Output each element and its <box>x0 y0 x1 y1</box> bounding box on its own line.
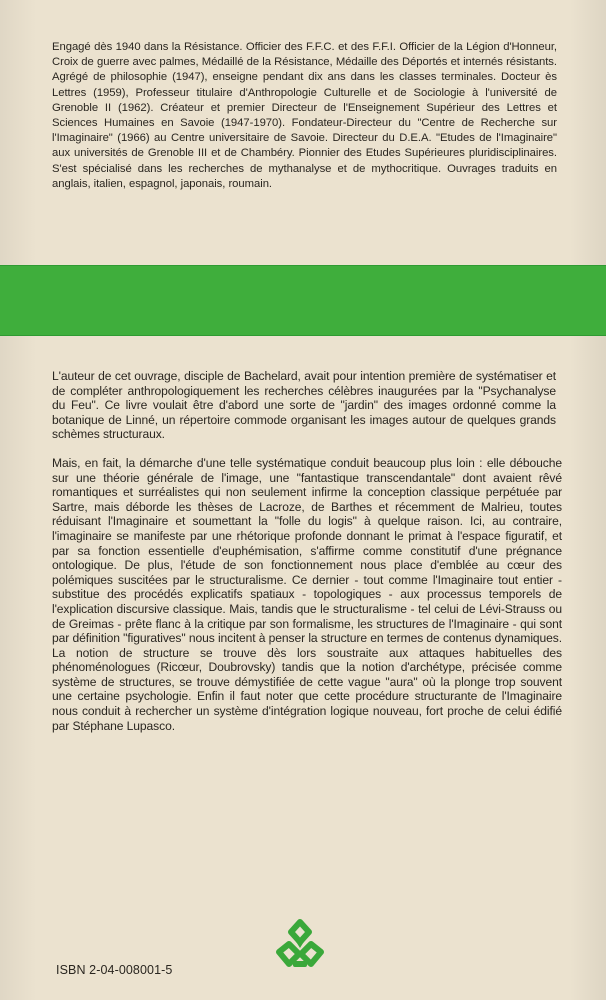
isbn-number: ISBN 2-04-008001-5 <box>56 963 173 977</box>
green-band <box>0 265 606 336</box>
summary-paragraph-2: Mais, en fait, la démarche d'une telle systématique conduit beaucoup plus loin : elle débouche sur une théorie générale de l'image, une "fantastique transcendantale" dont avaient rêvé romantiques et surréalistes qui non seulement infirme la conception classique perpétuée par Sartre, mais déborde les thèses de Lacroze, de Barthes et récemment de Malrieu, toutes réduisant l'Imaginaire et soumettant la "folle du logis" à quelque raison. Ici, au contraire, l'imaginaire se manifeste par une rhétorique profonde donnant le primat à l'espace figuratif, et par sa fonction essentielle d'euphémisation, s'affirme comme constitutif d'une prégnance ontologique. De plus, l'étude de son fonctionnement nous place d'emblée au cœur des polémiques suscitées par le structuralisme. Ce dernier - tout comme l'Imaginaire tout entier - substitue des procédés explicatifs spatiaux - topologiques - aux processus temporels de l'explication discursive classique. Mais, tandis que le structuralisme - tel celui de Lévi-Strauss ou de Greimas - prête flanc à la critique par son formalisme, les structures de l'Imaginaire - qui sont par définition "figuratives" nous incitent à penser la structure en termes de contenus dynamiques. La notion de structure se trouve dès lors soustraite aux attaques habituelles des phénoménologues (Ricœur, Doubrovsky) tandis que la notion d'archétype, précisée comme système de structures, se trouve démystifiée de cette vague "aura" où la plonge trop souvent une certaine psychologie. Enfin il faut noter que cette procédure structurante de l'Imaginaire nous conduit à rechercher un système d'intégration logique nouveau, fort proche de celui édifié par Stéphane Lupasco. <box>52 455 562 733</box>
summary-paragraph-1: L'auteur de cet ouvrage, disciple de Bachelard, avait pour intention première de systématiser et de compléter anthropologiquement les recherches célèbres inaugurées par la "Psychanalyse du Feu". Ce livre voulait être d'abord une sorte de "jardin" des images ordonné comme la botanique de Linné, un répertoire commode organisant les images autour de quelques grands schèmes structuraux. <box>52 369 556 442</box>
book-summary <box>52 369 562 733</box>
author-biography: Engagé dès 1940 dans la Résistance. Officier des F.F.C. et des F.F.I. Officier de la Légion d'Honneur, Croix de guerre avec palmes, Médaillé de la Résistance, Médaille des Déportés et internés résistants. Agrégé de philosophie (1947), enseigne pendant dix ans dans les classes terminales. Docteur ès Lettres (1959), Professeur titulaire d'Anthropologie Culturelle et de Sociologie à l'université de Grenoble II (1962). Créateur et premier Directeur de l'Enseignement Supérieur des Lettres et Sciences Humaines en Savoie (1947-1970). Fondateur-Directeur du "Centre de Recherche sur l'Imaginaire" (1966) au Centre universitaire de Savoie. Directeur du D.E.A. "Etudes de l'Imaginaire" aux universités de Grenoble III et de Chambéry. Pionnier des Etudes Supérieures pluridisciplinaires. S'est spécialisé dans les recherches de mythanalyse et de mythocritique. Ouvrages traduits en anglais, italien, espagnol, japonais, roumain. <box>52 41 557 190</box>
publisher-logo-icon <box>269 914 331 974</box>
